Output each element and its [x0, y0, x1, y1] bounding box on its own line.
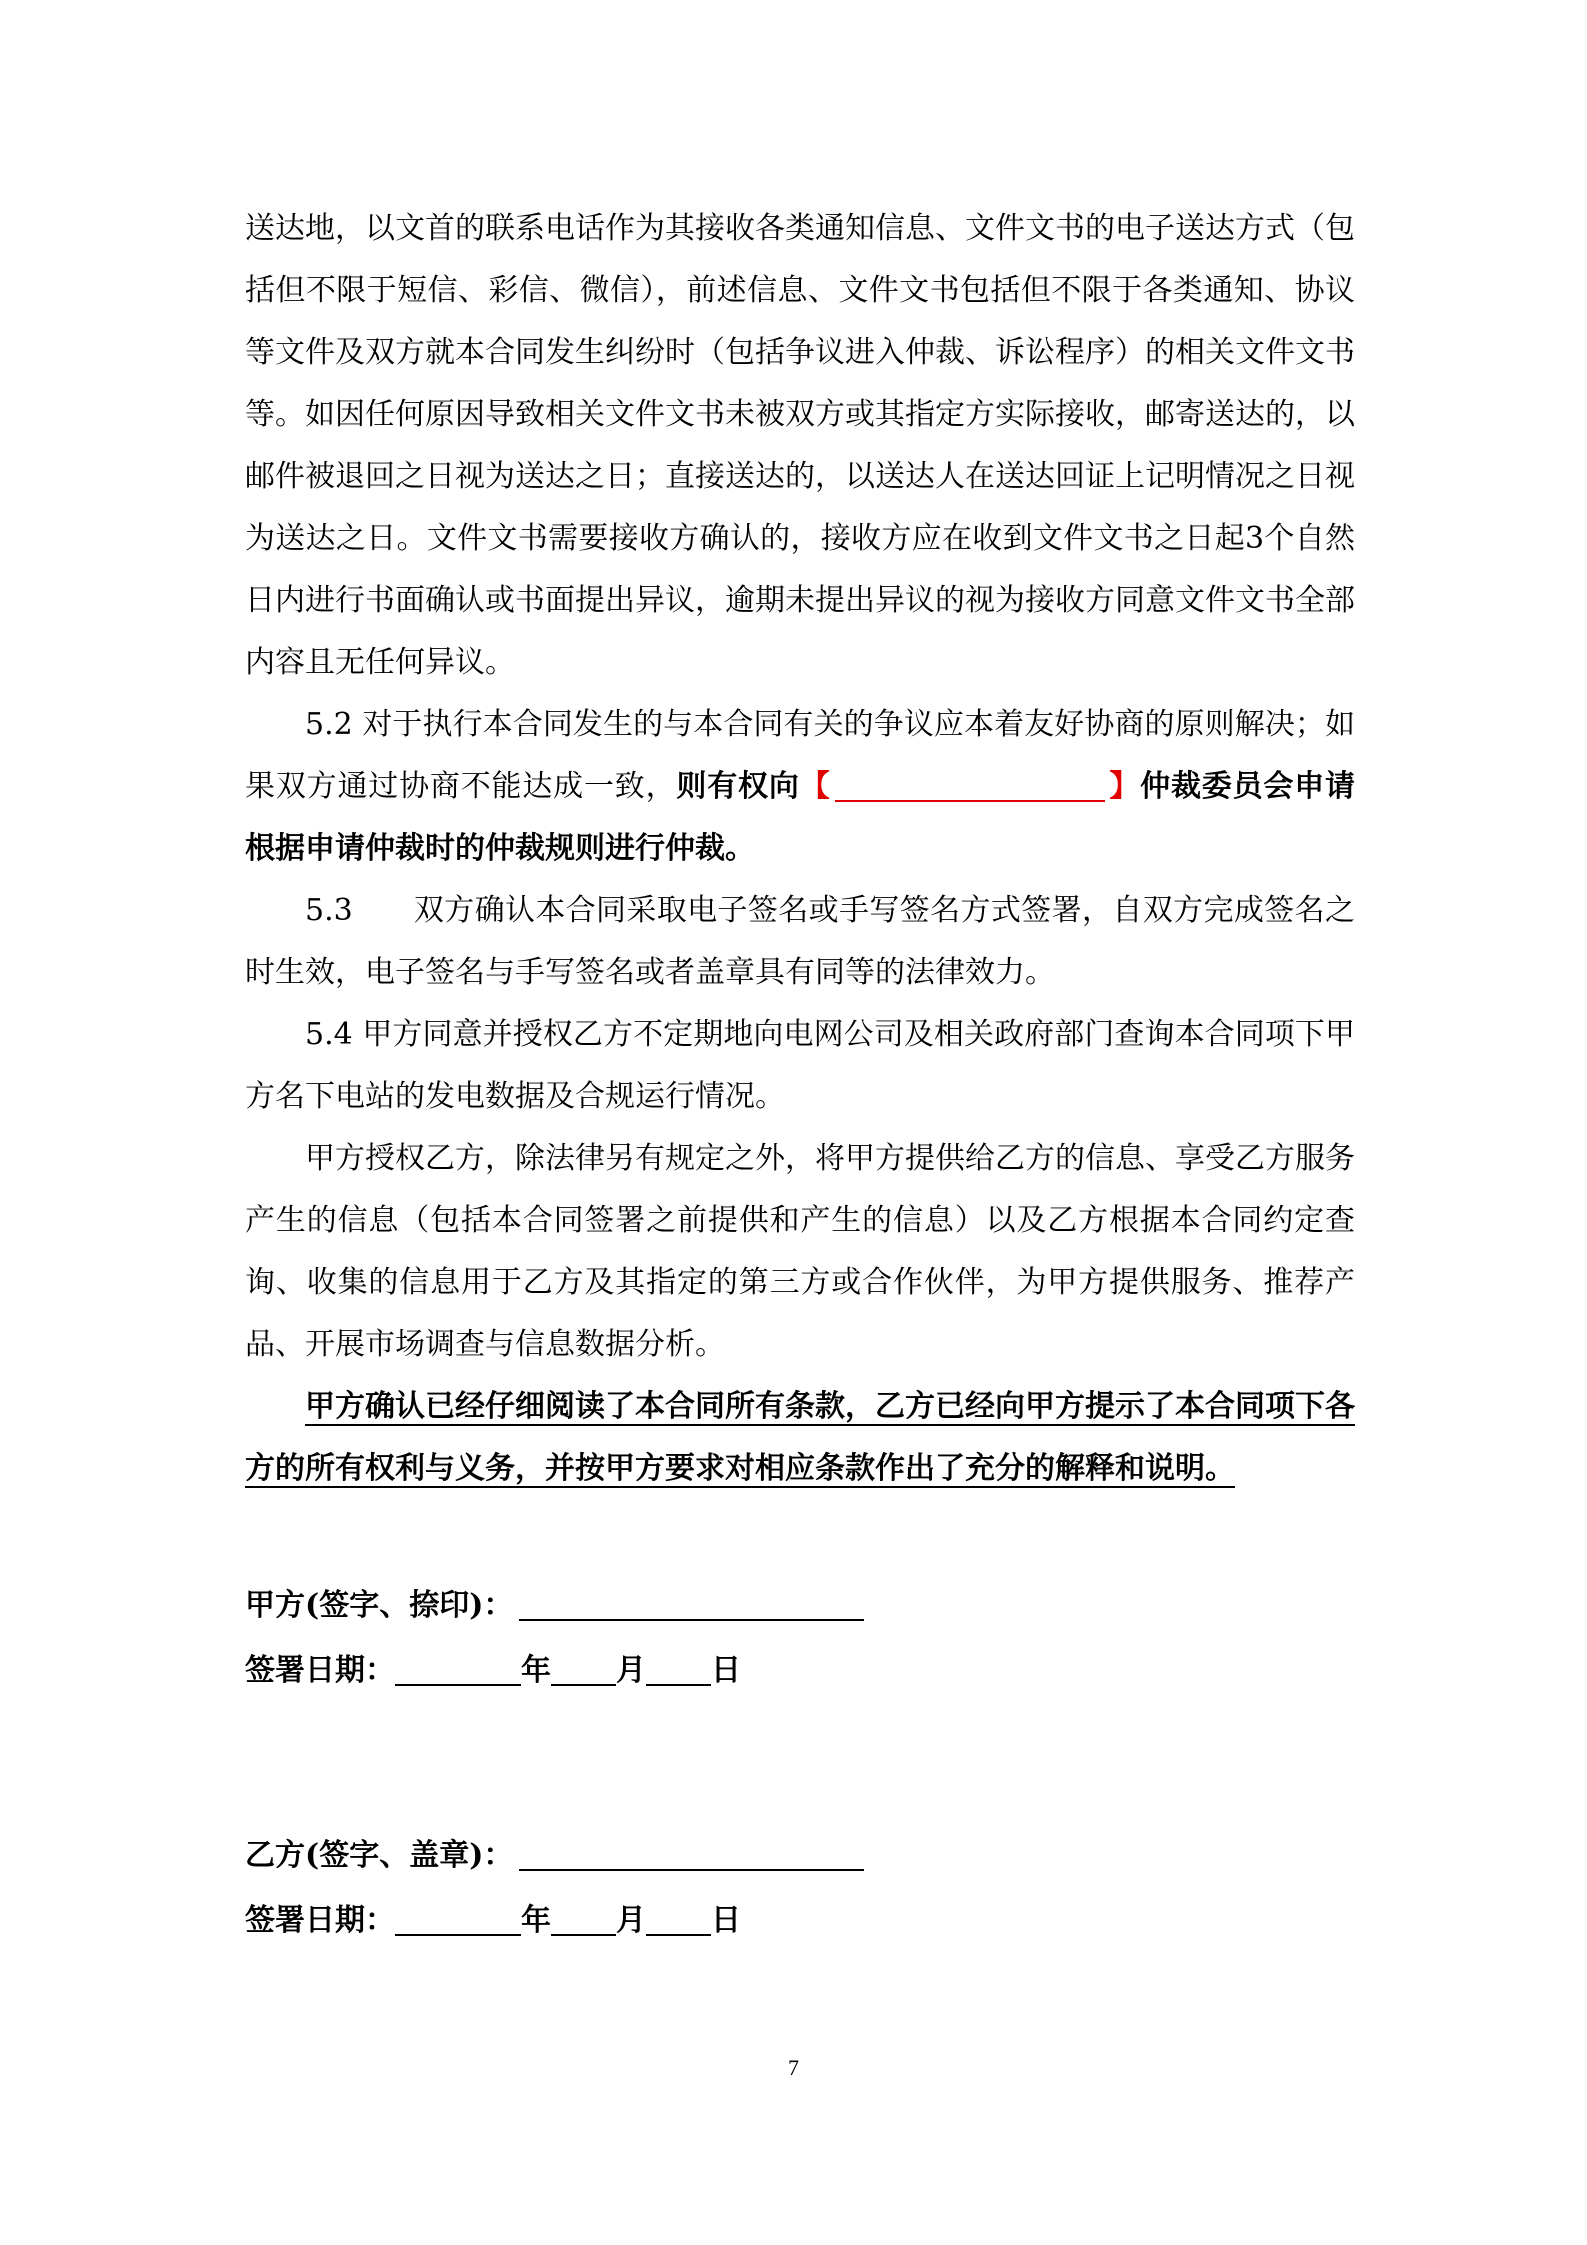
- party-a-signature-line[interactable]: [519, 1585, 864, 1621]
- bracket-close: 】: [1108, 769, 1141, 804]
- party-a-year-line[interactable]: [395, 1650, 521, 1686]
- arbitration-commission-blank[interactable]: [835, 766, 1105, 802]
- page-number: 7: [788, 2055, 799, 2080]
- paragraph-5-4: 5.4 甲方同意并授权乙方不定期地向电网公司及相关政府部门查询本合同项下甲方名下电站的发电数据及合规运行情况。: [245, 1017, 1355, 1114]
- clause-5-2-bold-tail: 仲裁委员会申请根据申请仲裁时的仲裁规则进行仲裁。: [245, 769, 1356, 866]
- party-a-signature-row: [245, 1585, 864, 1626]
- party-b-day-line[interactable]: [646, 1900, 711, 1936]
- paragraph-5-3: 5.3 双方确认本合同采取电子签名或手写签名方式签署，自双方完成签名之时生效，电子签名与手写签名或者盖章具有同等的法律效力。: [245, 893, 1355, 990]
- party-a-day-line[interactable]: [646, 1650, 711, 1686]
- party-b-label: 乙方(签字、盖章)：: [245, 1838, 514, 1873]
- party-b-year-label: 年: [521, 1903, 551, 1938]
- contract-body: [245, 198, 1355, 1500]
- party-b-year-line[interactable]: [395, 1900, 521, 1936]
- party-a-date-row: [245, 1650, 741, 1691]
- party-a-label: 甲方(签字、捺印)：: [245, 1588, 514, 1623]
- paragraph-service-delivery: 送达地，以文首的联系电话作为其接收各类通知信息、文件文书的电子送达方式（包括但不限于短信、彩信、微信），前述信息、文件文书包括但不限于各类通知、协议等文件及双方就本合同发生纠纷时（包括争议进入仲裁、诉讼程序）的相关文件文书等。如因任何原因导致相关文件文书未被双方或其指定方实际接收，邮寄送达的，以邮件被退回之日视为送达之日；直接送达的，以送达人在送达回证上记明情况之日视为送达之日。文件文书需要接收方确认的，接收方应在收到文件文书之日起3个自然日内进行书面确认或书面提出异议，逾期未提出异议的视为接收方同意文件文书全部内容且无任何异议。: [245, 211, 1355, 680]
- party-b-month-label: 月: [616, 1903, 646, 1938]
- party-a-year-label: 年: [521, 1653, 551, 1688]
- party-a-month-label: 月: [616, 1653, 646, 1688]
- clause-5-2-bold: 则有权向: [676, 769, 800, 804]
- party-a-day-label: 日: [711, 1653, 741, 1688]
- party-b-day-label: 日: [711, 1903, 741, 1938]
- clause-5-2-text: 5.2 对于执行本合同发生的与本合同有关的争议应本着友好协商的原则解决；如果双方通过协商不能达成一致，: [245, 707, 1355, 804]
- party-a-month-line[interactable]: [551, 1650, 616, 1686]
- party-b-signature-row: [245, 1835, 864, 1876]
- party-b-month-line[interactable]: [551, 1900, 616, 1936]
- party-a-date-label: 签署日期：: [245, 1653, 395, 1688]
- paragraph-5-2: [245, 694, 1355, 880]
- party-b-date-row: [245, 1900, 741, 1941]
- party-b-signature-line[interactable]: [519, 1835, 864, 1871]
- paragraph-confirmation: [245, 1376, 1355, 1500]
- bracket-open: 【: [799, 769, 831, 804]
- paragraph-authorization: 甲方授权乙方，除法律另有规定之外，将甲方提供给乙方的信息、享受乙方服务产生的信息（包括本合同签署之前提供和产生的信息）以及乙方根据本合同约定查询、收集的信息用于乙方及其指定的第三方或合作伙伴，为甲方提供服务、推荐产品、开展市场调查与信息数据分析。: [245, 1141, 1355, 1362]
- party-b-date-label: 签署日期：: [245, 1903, 395, 1938]
- confirmation-text: 甲方确认已经仔细阅读了本合同所有条款，乙方已经向甲方提示了本合同项下各方的所有权利与义务，并按甲方要求对相应条款作出了充分的解释和说明。: [245, 1389, 1355, 1486]
